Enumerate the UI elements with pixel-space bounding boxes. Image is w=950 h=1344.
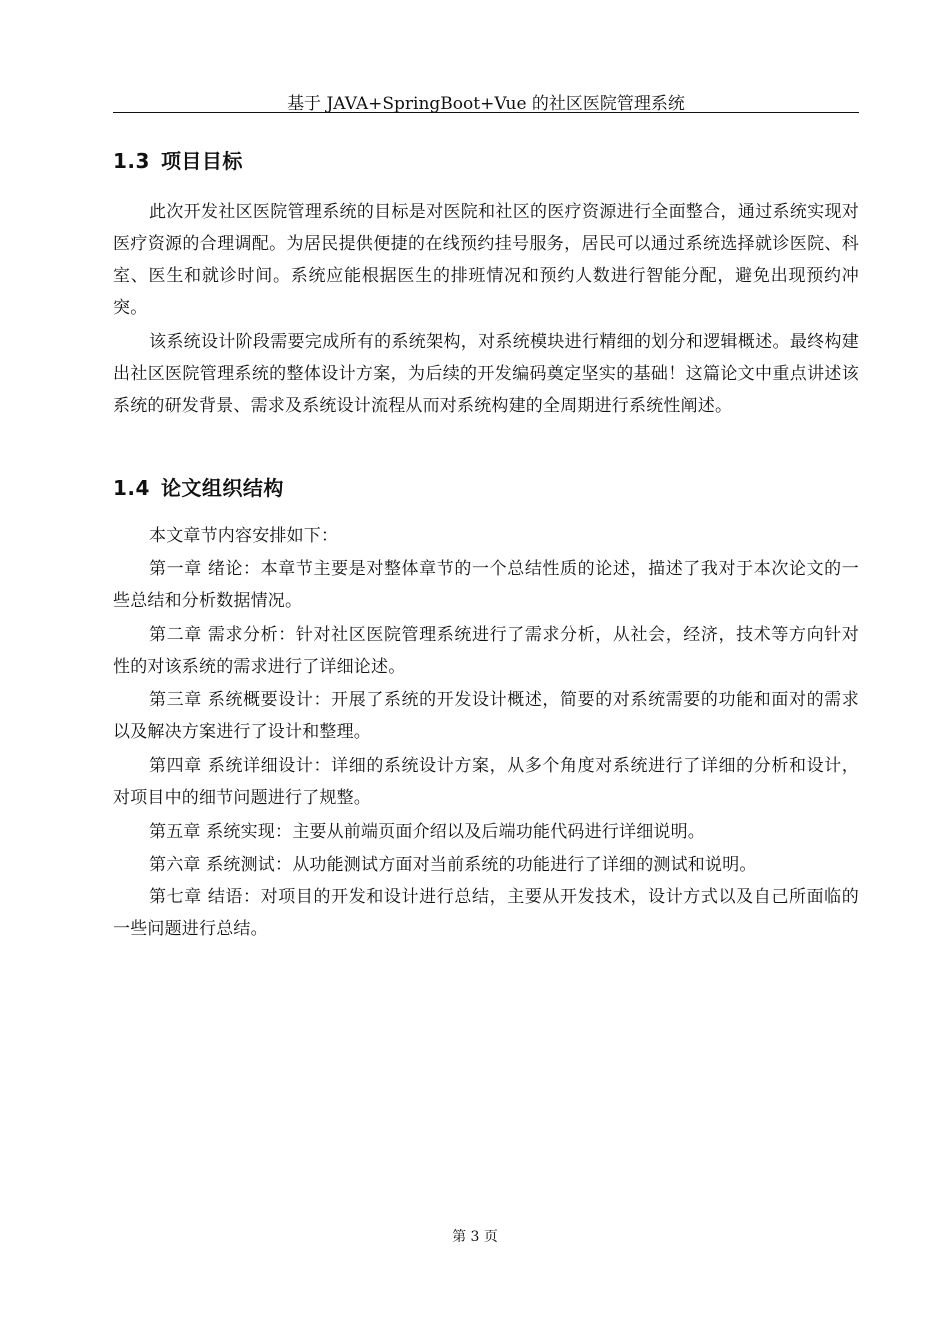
paragraph-project-goal: 此次开发社区医院管理系统的目标是对医院和社区的医疗资源进行全面整合，通过系统实现对医疗资源的合理调配。为居民提供便捷的在线预约挂号服务，居民可以通过系统选择就诊医院、科室、医生和就诊时间。系统应能根据医生的排班情况和预约人数进行智能分配，避免出现预约冲突。 — [113, 202, 859, 318]
section-title: 项目目标 — [160, 149, 243, 173]
paragraph-structure-intro: 本文章节内容安排如下： — [149, 526, 339, 546]
chapter-summary-1: 第一章 绪论：本章节主要是对整体章节的一个总结性质的论述，描述了我对于本次论文的一些总结和分析数据情况。 — [113, 559, 859, 611]
section-heading-1-4 — [113, 474, 284, 502]
section-number: 1.3 — [113, 149, 150, 173]
section-heading-1-3 — [113, 147, 243, 175]
chapter-summary-4: 第四章 系统详细设计：详细的系统设计方案，从多个角度对系统进行了详细的分析和设计，对项目中的细节问题进行了规整。 — [113, 756, 859, 808]
chapter-summary-6: 第六章 系统测试：从功能测试方面对当前系统的功能进行了详细的测试和说明。 — [149, 855, 757, 875]
chapter-summary-5: 第五章 系统实现：主要从前端页面介绍以及后端功能代码进行详细说明。 — [149, 822, 706, 842]
chapter-summary-3: 第三章 系统概要设计：开展了系统的开发设计概述，简要的对系统需要的功能和面对的需求以及解决方案进行了设计和整理。 — [113, 690, 859, 742]
page-number: 第 3 页 — [452, 1229, 498, 1245]
chapter-summary-7: 第七章 结语：对项目的开发和设计进行总结，主要从开发技术，设计方式以及自己所面临的一些问题进行总结。 — [113, 887, 859, 939]
header-divider — [113, 112, 859, 113]
section-number: 1.4 — [113, 476, 150, 500]
running-header: 基于 JAVA+SpringBoot+Vue 的社区医院管理系统 — [287, 94, 685, 114]
paragraph-design-stage: 该系统设计阶段需要完成所有的系统架构，对系统模块进行精细的划分和逻辑概述。最终构建出社区医院管理系统的整体设计方案，为后续的开发编码奠定坚实的基础！这篇论文中重点讲述该系统的研发背景、需求及系统设计流程从而对系统构建的全周期进行系统性阐述。 — [113, 332, 859, 416]
section-title: 论文组织结构 — [160, 476, 284, 500]
chapter-summary-2: 第二章 需求分析：针对社区医院管理系统进行了需求分析，从社会，经济，技术等方向针对性的对该系统的需求进行了详细论述。 — [113, 625, 859, 677]
